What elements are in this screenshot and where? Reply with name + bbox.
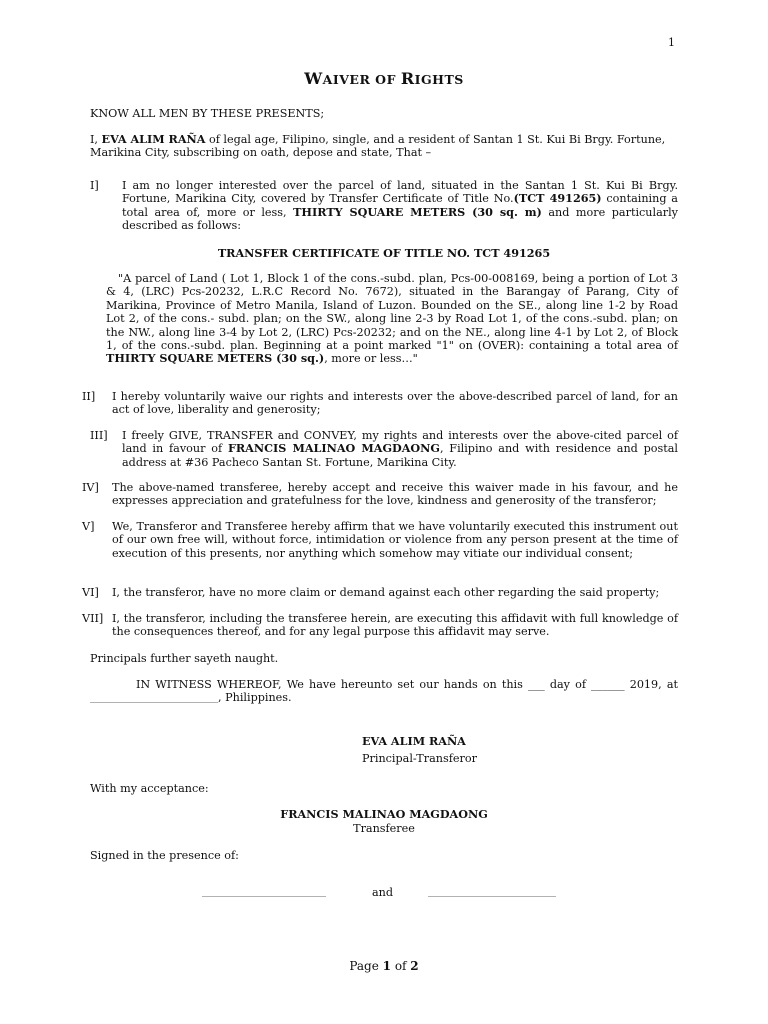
- item-5-number: V]: [82, 520, 95, 533]
- declarant-name: EVA ALIM RAÑA: [101, 132, 206, 146]
- item-1-area: THIRTY SQUARE METERS (30 sq. m): [293, 204, 542, 219]
- item-3-part2: , Filipino and with residence and postal address at #36 Pacheco Santan St. Fortune, Marikina City.: [122, 442, 678, 469]
- title-initial-1: W: [304, 69, 323, 88]
- principal-name: EVA ALIM RAÑA: [362, 734, 466, 748]
- declarant-prefix: I,: [90, 133, 102, 146]
- item-4-text: The above-named transferee, hereby accept and receive this waiver made in his favour, and he expresses appreciation and gratefulness for the love, kindness and generosity of the transferor;: [112, 481, 678, 508]
- witness-signature-line-left[interactable]: _______________________________: [202, 888, 326, 897]
- item-1-part1: I am no longer interested over the parcel of land, situated in the Santan 1 St. Kui Bi Brgy. Fortune, Marikina City, covered by Transfer Certificate of Title No.: [122, 179, 678, 206]
- item-7-text: I, the transferor, including the transferee herein, are executing this affidavit with full knowledge of the consequences thereof, and for any legal purpose this affidavit may serve.: [112, 612, 678, 639]
- declarant-paragraph: [90, 133, 680, 160]
- witness-part3: 2019, at: [624, 678, 678, 691]
- item-1-part2: containing a total area of, more or less,: [122, 192, 678, 219]
- item-3-part1: I freely GIVE, TRANSFER and CONVEY, my rights and interests over the above-cited parcel of land in favour of: [122, 429, 678, 456]
- title-rest-1: AIVER OF: [322, 72, 401, 87]
- witness-part4: , Philippines.: [218, 691, 292, 705]
- item-7-number: VII]: [82, 612, 104, 625]
- footer-page-label: Page: [349, 959, 383, 973]
- footer-page-total: 2: [410, 959, 419, 973]
- witness-signature-line-right[interactable]: ________________________________: [428, 888, 556, 897]
- item-2-text: I hereby voluntarily waive our rights and interests over the above-described parcel of land, for an act of love, liberality and generosity;: [112, 390, 678, 417]
- acceptance-label: With my acceptance:: [90, 782, 209, 795]
- footer-of-label: of: [391, 959, 411, 973]
- item-1-tct: (TCT 491265): [513, 191, 602, 206]
- witness-part2: day of: [544, 678, 592, 691]
- witness-place-blank[interactable]: ________________________________: [90, 694, 218, 704]
- witness-and-label: and: [372, 886, 394, 899]
- witness-part1: IN WITNESS WHEREOF, We have hereunto set our hands on this: [136, 678, 528, 691]
- tct-heading: TRANSFER CERTIFICATE OF TITLE NO. TCT 491265: [217, 246, 551, 260]
- item-6-text: I, the transferor, have no more claim or demand against each other regarding the said property;: [112, 586, 660, 599]
- item-1-number: I]: [90, 179, 99, 192]
- land-description-area: THIRTY SQUARE METERS (30 sq.): [106, 351, 325, 366]
- item-3-transferee-name: FRANCIS MALINAO MAGDAONG: [227, 441, 440, 456]
- item-3-number: III]: [90, 429, 108, 442]
- signed-presence-label: Signed in the presence of:: [90, 849, 239, 862]
- document-title: [0, 69, 768, 88]
- witness-whereof: [90, 678, 678, 706]
- land-description-end: , more or less…": [324, 352, 418, 366]
- page-number-top: 1: [668, 36, 675, 49]
- witness-month-blank[interactable]: ______: [591, 678, 625, 691]
- item-1-part3: and more particularly described as follows:: [122, 205, 678, 233]
- title-initial-2: R: [400, 69, 415, 88]
- item-6-number: VI]: [82, 586, 99, 599]
- witness-day-blank[interactable]: ___: [527, 678, 545, 691]
- principals-naught: Principals further sayeth naught.: [90, 652, 279, 665]
- page-footer: [0, 960, 768, 973]
- footer-page-num: 1: [382, 959, 391, 973]
- intro-text: KNOW ALL MEN BY THESE PRESENTS;: [90, 107, 325, 120]
- transferee-role: Transferee: [353, 822, 415, 835]
- land-description: [106, 272, 678, 366]
- item-5-text: We, Transferor and Transferee hereby affirm that we have voluntarily executed this instrument out of our own free will, without force, intimidation or violence from any person present at the time of execution of this presents, nor anything which somehow may vitiate our individual consent;: [112, 520, 678, 560]
- item-2-number: II]: [82, 390, 96, 403]
- item-3-text: [122, 429, 678, 469]
- item-1-text: [122, 179, 678, 233]
- item-4-number: IV]: [82, 481, 99, 494]
- land-description-text: "A parcel of Land ( Lot 1, Block 1 of the cons.-subd. plan, Pcs-00-008169, being a portion of Lot 3 & 4, (LRC) Pcs-20232, L.R.C Record No. 7672), situated in the Barangay of Parang, City of Marikina, Province of Metro Manila, Island of Luzon. Bounded on the SE., along line 1-2 by Road Lot 2, of the cons.- subd. plan; on the SW., along line 2-3 by Road Lot 1, of the cons.-subd. plan; on the NW., along line 3-4 by Lot 2, (LRC) Pcs-20232; and on the NE., along line 4-1 by Lot 2, of Block 1, of the cons.-subd. plan. Beginning at a point marked "1" on (OVER): containing a total area of: [106, 272, 678, 353]
- transferee-name: FRANCIS MALINAO MAGDAONG: [280, 807, 488, 821]
- principal-role: Principal-Transferor: [362, 752, 477, 765]
- title-rest-2: IGHTS: [414, 72, 464, 87]
- declarant-rest: of legal age, Filipino, single, and a resident of Santan 1 St. Kui Bi Brgy. Fortune, Marikina City, subscribing on oath, depose and state, That –: [90, 133, 666, 160]
